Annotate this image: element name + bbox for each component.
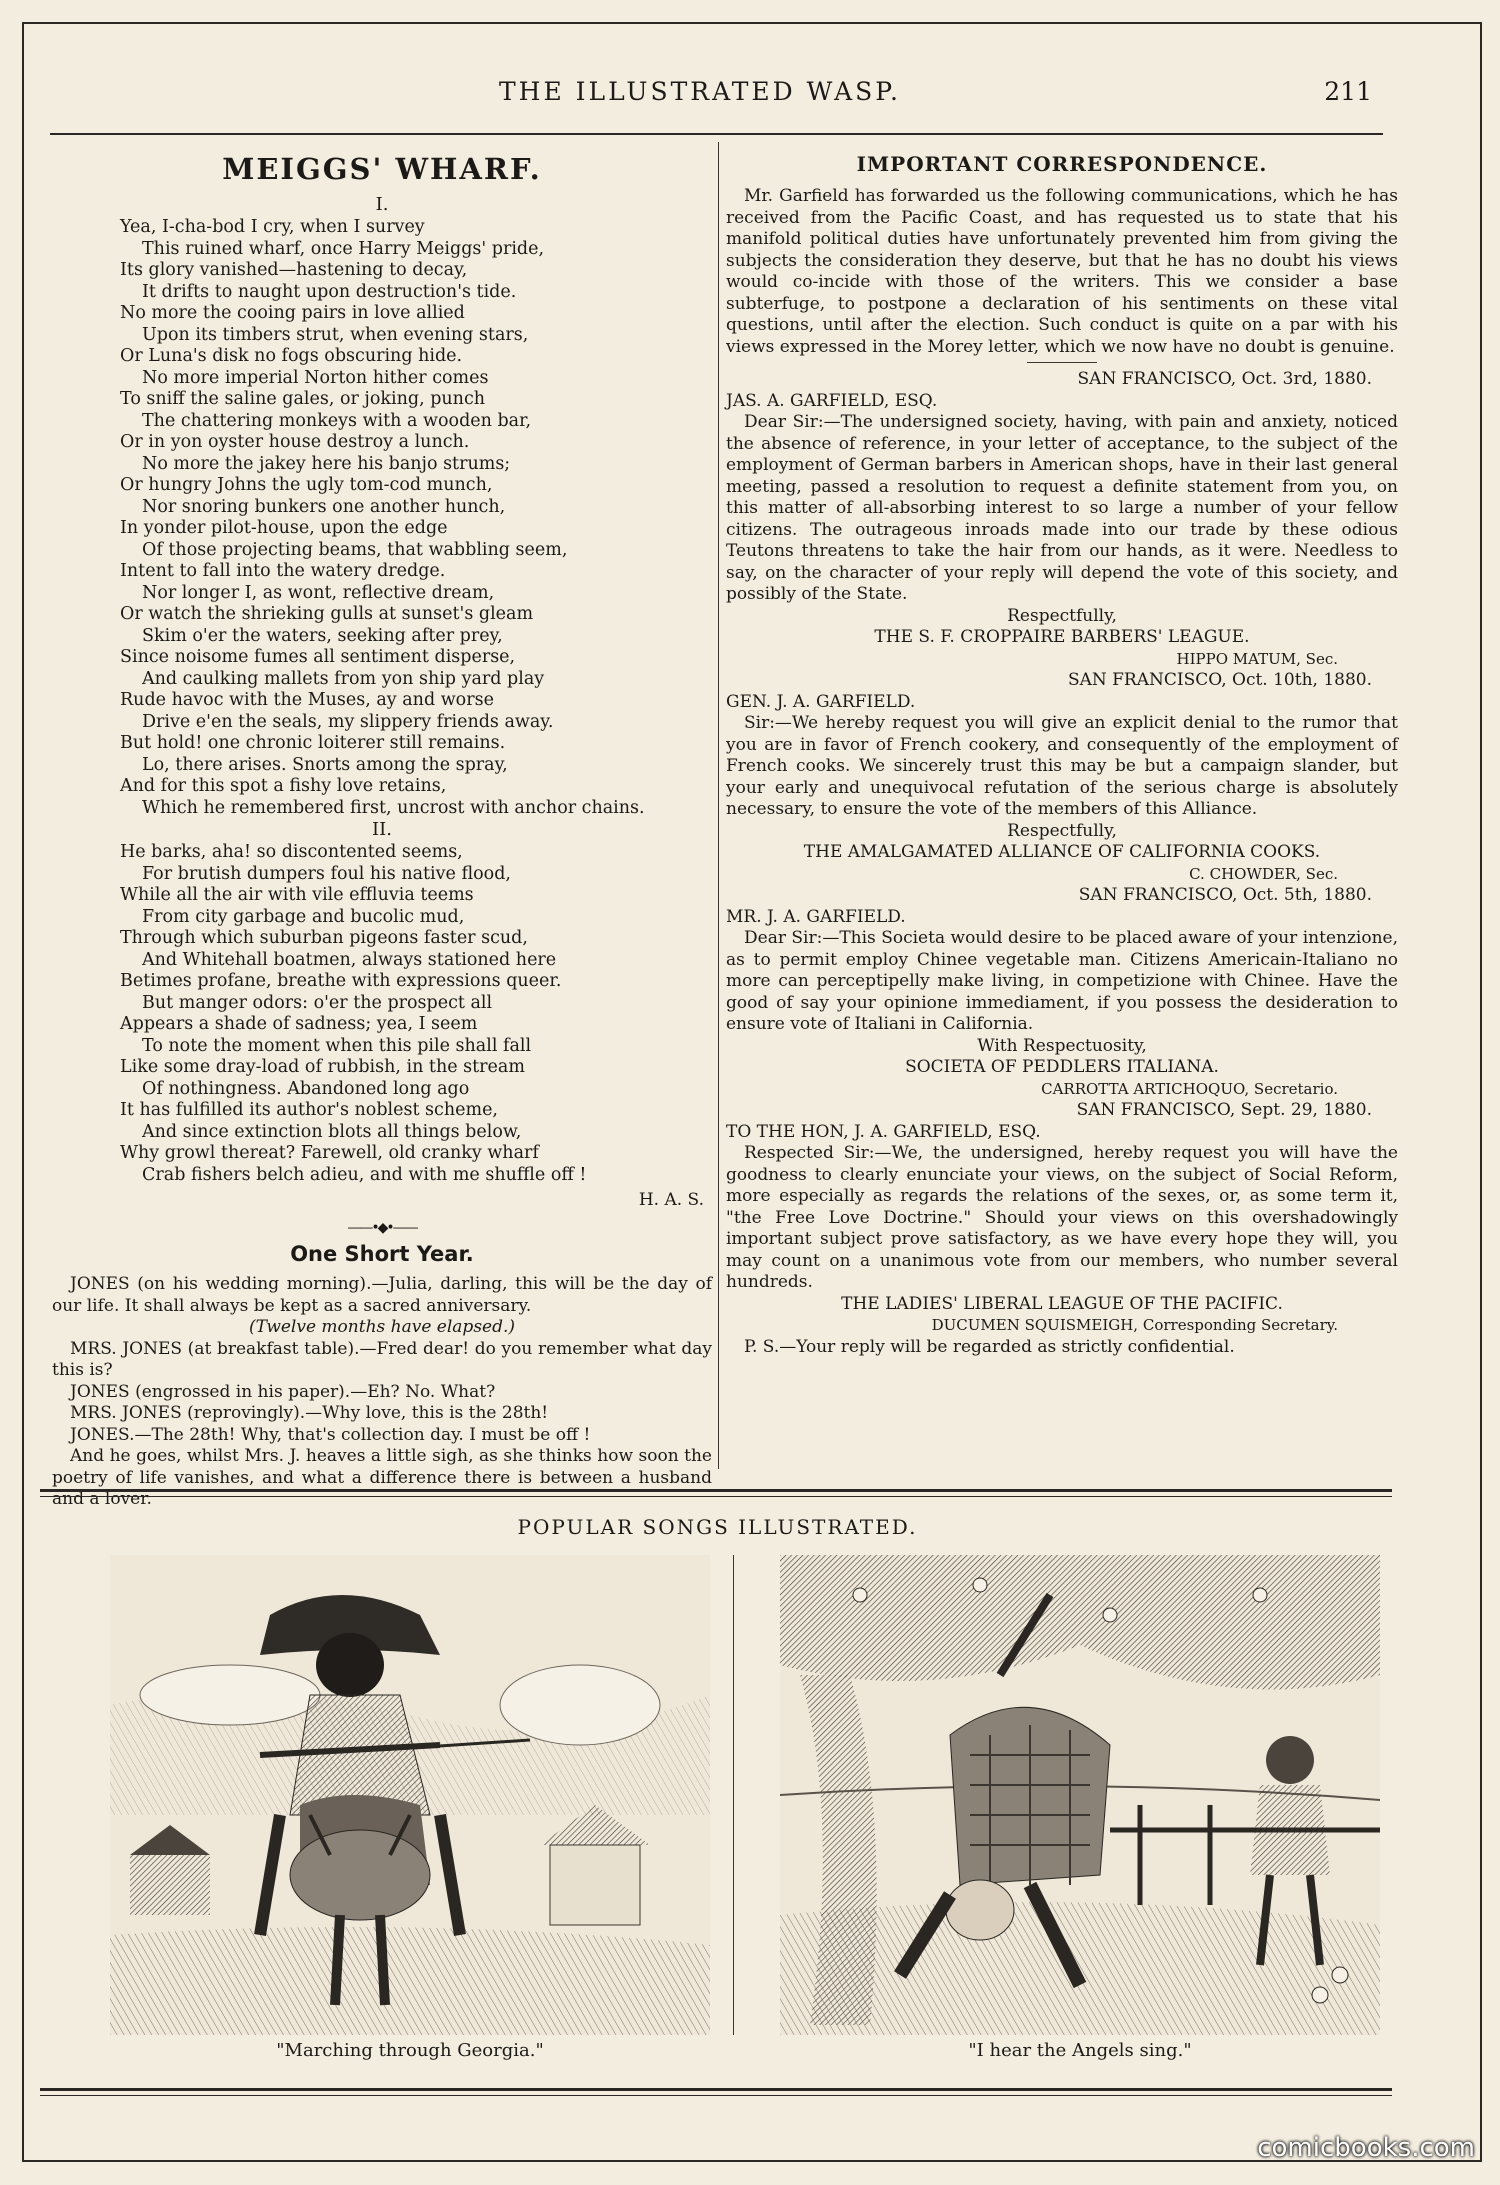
letter4-body: Respected Sir:—We, the undersigned, hereby request you will have the goodness to clearly enunciate your views, on the subject of Social Reform, more especially as regards the relations of the sexes, or, as some term it, "the Free Love Doctrine." Should your views on this overshadowingly important subject prove satisfactory, as we have every hope they will, you may count on a unanimous vote from our members, who number several hundreds. bbox=[726, 1143, 1398, 1292]
short-rule bbox=[1027, 362, 1097, 363]
poem-line: No more the jakey here his banjo strums; bbox=[142, 453, 511, 474]
story-paragraph: JONES (engrossed in his paper).—Eh? No. What? bbox=[70, 1381, 496, 1402]
letter3-org: SOCIETA OF PEDDLERS ITALIANA. bbox=[905, 1057, 1219, 1077]
poem-line: To sniff the saline gales, or joking, punch bbox=[120, 389, 486, 409]
poem-line: It drifts to naught upon destruction's tide. bbox=[142, 281, 517, 302]
poem-line: Or Luna's disk no fogs obscuring hide. bbox=[120, 346, 463, 366]
illustration-divider bbox=[733, 1555, 734, 2035]
story-paragraph: And he goes, whilst Mrs. J. heaves a little sigh, as she thinks how soon the poetry of life vanishes, and what a difference there is between a husband and a lover. bbox=[52, 1446, 712, 1509]
story-body bbox=[52, 1274, 712, 1511]
illustration-marching-georgia bbox=[110, 1555, 710, 2035]
poem-title: MEIGGS' WHARF. bbox=[222, 152, 542, 186]
poem-line: Rude havoc with the Muses, ay and worse bbox=[120, 690, 494, 710]
poem-line: Drive e'en the seals, my slippery friends away. bbox=[142, 711, 554, 732]
section-rule bbox=[40, 1489, 1392, 1492]
poem-line: Lo, there arises. Snorts among the spray, bbox=[142, 754, 508, 775]
story-title: One Short Year. bbox=[290, 1242, 474, 1266]
poem-line: But hold! one chronic loiterer still remains. bbox=[120, 733, 506, 753]
poem-stanza-1 bbox=[52, 217, 712, 819]
poem-line: Or hungry Johns the ugly tom-cod munch, bbox=[120, 475, 493, 495]
poem-line: He barks, aha! so discontented seems, bbox=[120, 842, 463, 862]
engraving-rider-donkey bbox=[110, 1555, 710, 2035]
poem-line: Of those projecting beams, that wabbling seem, bbox=[142, 539, 568, 560]
poem-line: Skim o'er the waters, seeking after prey, bbox=[142, 625, 503, 646]
letter3-close: With Respectuosity, bbox=[977, 1035, 1147, 1056]
ornament-divider: ——•◆•—— bbox=[347, 1220, 417, 1236]
poem-line: While all the air with vile effluvia teems bbox=[120, 885, 474, 905]
poem-part-2: II. bbox=[372, 819, 392, 840]
poem-line: In yonder pilot-house, upon the edge bbox=[120, 518, 448, 538]
story-paragraph: JONES (on his wedding morning).—Julia, darling, this will be the day of our life. It shall always be kept as a sacred anniversary. bbox=[52, 1274, 712, 1316]
songs-title: POPULAR SONGS ILLUSTRATED. bbox=[517, 1515, 918, 1539]
letter1-to: JAS. A. GARFIELD, ESQ. bbox=[726, 390, 938, 411]
story-paragraph: MRS. JONES (reprovingly).—Why love, this is the 28th! bbox=[70, 1403, 549, 1423]
poem-line: This ruined wharf, once Harry Meiggs' pride, bbox=[142, 238, 545, 259]
page-number: 211 bbox=[1324, 77, 1372, 106]
story-paragraph: MRS. JONES (at breakfast table).—Fred dear! do you remember what day this is? bbox=[52, 1338, 712, 1380]
poem-line: But manger odors: o'er the prospect all bbox=[142, 992, 493, 1013]
poem-line: Why growl thereat? Farewell, old cranky wharf bbox=[120, 1143, 539, 1163]
poem-line: Its glory vanished—hastening to decay, bbox=[120, 260, 468, 280]
poem-line: Betimes profane, breathe with expressions queer. bbox=[120, 971, 562, 991]
engraving-apple-tree bbox=[780, 1555, 1380, 2035]
poem-line: Which he remembered first, uncrost with anchor chains. bbox=[142, 797, 645, 818]
poem-line: Yea, I-cha-bod I cry, when I survey bbox=[120, 217, 425, 237]
letter3-to: MR. J. A. GARFIELD. bbox=[726, 906, 906, 927]
poem-line: To note the moment when this pile shall fall bbox=[142, 1035, 532, 1056]
story-paragraph: (Twelve months have elapsed.) bbox=[248, 1317, 516, 1337]
section-rule-thin bbox=[40, 1496, 1392, 1497]
poem-line: Crab fishers belch adieu, and with me shuffle off ! bbox=[142, 1164, 587, 1185]
letter2-sec: C. CHOWDER, Sec. bbox=[1189, 864, 1338, 883]
letter3-sec: CARROTTA ARTICHOQUO, Secretario. bbox=[1041, 1079, 1338, 1098]
letter1-sec: HIPPO MATUM, Sec. bbox=[1176, 649, 1338, 668]
poem-line: Nor snoring bunkers one another hunch, bbox=[142, 496, 506, 517]
poem-stanza-2 bbox=[52, 842, 712, 1186]
letter3-dateline: SAN FRANCISCO, Oct. 5th, 1880. bbox=[1078, 885, 1372, 905]
bottom-rule-thin bbox=[40, 2095, 1392, 2096]
column-divider bbox=[718, 142, 719, 1469]
correspondence-intro: Mr. Garfield has forwarded us the following communications, which he has received from the Pacific Coast, and has requested us to state that his manifold political duties have unfortunately prevented him from giving the subjects the consideration they deserve, but that he has no doubt his views would co-incide with those of the writers. This we consider a base subterfuge, to postpone a declaration of his sentiments on these vital questions, until after the election. Such conduct is quite on a par with his views expressed in the Morey letter, which we now have no doubt is genuine. bbox=[726, 186, 1398, 357]
poem-line: Or watch the shrieking gulls at sunset's gleam bbox=[120, 604, 534, 624]
correspondence-title: IMPORTANT CORRESPONDENCE. bbox=[856, 152, 1268, 176]
poem-line: Appears a shade of sadness; yea, I seem bbox=[120, 1014, 478, 1034]
poem-line: Through which suburban pigeons faster scud, bbox=[120, 928, 528, 948]
letter1-body: Dear Sir:—The undersigned society, having, with pain and anxiety, noticed the absence of reference, in your letter of acceptance, to the subject of the employment of German barbers in American shops, have in their last general meeting, passed a resolution to request a definite statement from you, on this matter of all-absorbing interest to so large a number of your fellow citizens. The outrageous inroads made into our trade by these odious Teutons threatens to take the hair from our hands, as it were. Needless to say, on the character of your reply will depend the vote of this society, and possibly of the State. bbox=[726, 412, 1398, 604]
story-paragraph: JONES.—The 28th! Why, that's collection day. I must be off ! bbox=[70, 1424, 591, 1445]
caption-right: "I hear the Angels sing." bbox=[968, 2040, 1192, 2061]
poem-line: Of nothingness. Abandoned long ago bbox=[142, 1078, 470, 1099]
poem-line: And caulking mallets from yon ship yard play bbox=[142, 668, 545, 689]
letter2-to: GEN. J. A. GARFIELD. bbox=[726, 691, 916, 712]
letter4-sec: DUCUMEN SQUISMEIGH, Corresponding Secretary. bbox=[931, 1316, 1338, 1334]
left-column bbox=[52, 140, 712, 1511]
letter3-body: Dear Sir:—This Societa would desire to be placed aware of your intenzione, as to permit employ Chinee vegetable man. Citizens Americain-Italiano no more can perceptipelly make living, in competizione with Chinee. Have the good of say your opinione immediament, if you possess the desideration to ensure vote of Italiani in California. bbox=[726, 928, 1398, 1034]
poem-line: No more the cooing pairs in love allied bbox=[120, 303, 465, 323]
caption-left: "Marching through Georgia." bbox=[276, 2040, 544, 2061]
watermark-logo: comicbooks.com bbox=[1257, 2133, 1475, 2163]
page-header bbox=[0, 55, 1500, 105]
publication-title: THE ILLUSTRATED WASP. bbox=[498, 77, 901, 106]
poem-line: And Whitehall boatmen, always stationed here bbox=[142, 949, 557, 970]
poem-signature: H. A. S. bbox=[638, 1190, 704, 1210]
letter4-org: THE LADIES' LIBERAL LEAGUE OF THE PACIFIC. bbox=[841, 1293, 1283, 1314]
poem-line: The chattering monkeys with a wooden bar, bbox=[142, 410, 532, 431]
letter1-dateline: SAN FRANCISCO, Oct. 3rd, 1880. bbox=[1077, 369, 1372, 389]
poem-part-1: I. bbox=[375, 194, 389, 215]
poem-line: And since extinction blots all things below, bbox=[142, 1121, 522, 1142]
poem-line: From city garbage and bucolic mud, bbox=[142, 906, 465, 927]
letter2-org: THE AMALGAMATED ALLIANCE OF CALIFORNIA COOKS. bbox=[803, 842, 1321, 862]
poem-line: Like some dray-load of rubbish, in the stream bbox=[120, 1057, 525, 1077]
letter1-close: Respectfully, bbox=[1007, 605, 1117, 626]
poem-line: It has fulfilled its author's noblest scheme, bbox=[120, 1100, 498, 1120]
poem-line: No more imperial Norton hither comes bbox=[142, 367, 489, 388]
letter4-to: TO THE HON, J. A. GARFIELD, ESQ. bbox=[726, 1121, 1041, 1142]
bottom-rule bbox=[40, 2088, 1392, 2091]
right-column bbox=[726, 140, 1398, 1358]
poem-line: Nor longer I, as wont, reflective dream, bbox=[142, 582, 495, 603]
letter2-close: Respectfully, bbox=[1007, 820, 1117, 841]
header-rule bbox=[50, 133, 1383, 135]
letter2-dateline: SAN FRANCISCO, Oct. 10th, 1880. bbox=[1067, 670, 1372, 690]
letter2-body: Sir:—We hereby request you will give an explicit denial to the rumor that you are in favor of French cookery, and consequently of the employment of French cooks. We sincerely trust this may be but a campaign slander, but your early and unequivocal refutation of the serious charge is absolutely necessary, to ensure the vote of the members of this Alliance. bbox=[726, 713, 1398, 819]
poem-line: Intent to fall into the watery dredge. bbox=[120, 561, 446, 581]
poem-line: Upon its timbers strut, when evening stars, bbox=[142, 324, 529, 345]
poem-line: For brutish dumpers foul his native flood, bbox=[142, 863, 511, 884]
illustration-angels-sing bbox=[780, 1555, 1380, 2035]
letter4-ps: P. S.—Your reply will be regarded as strictly confidential. bbox=[744, 1336, 1235, 1357]
poem-line: Or in yon oyster house destroy a lunch. bbox=[120, 432, 470, 452]
poem-line: Since noisome fumes all sentiment disperse, bbox=[120, 647, 516, 667]
letter4-dateline: SAN FRANCISCO, Sept. 29, 1880. bbox=[1076, 1100, 1372, 1120]
letter1-org: THE S. F. CROPPAIRE BARBERS' LEAGUE. bbox=[874, 627, 1250, 647]
poem-line: And for this spot a fishy love retains, bbox=[120, 776, 447, 796]
